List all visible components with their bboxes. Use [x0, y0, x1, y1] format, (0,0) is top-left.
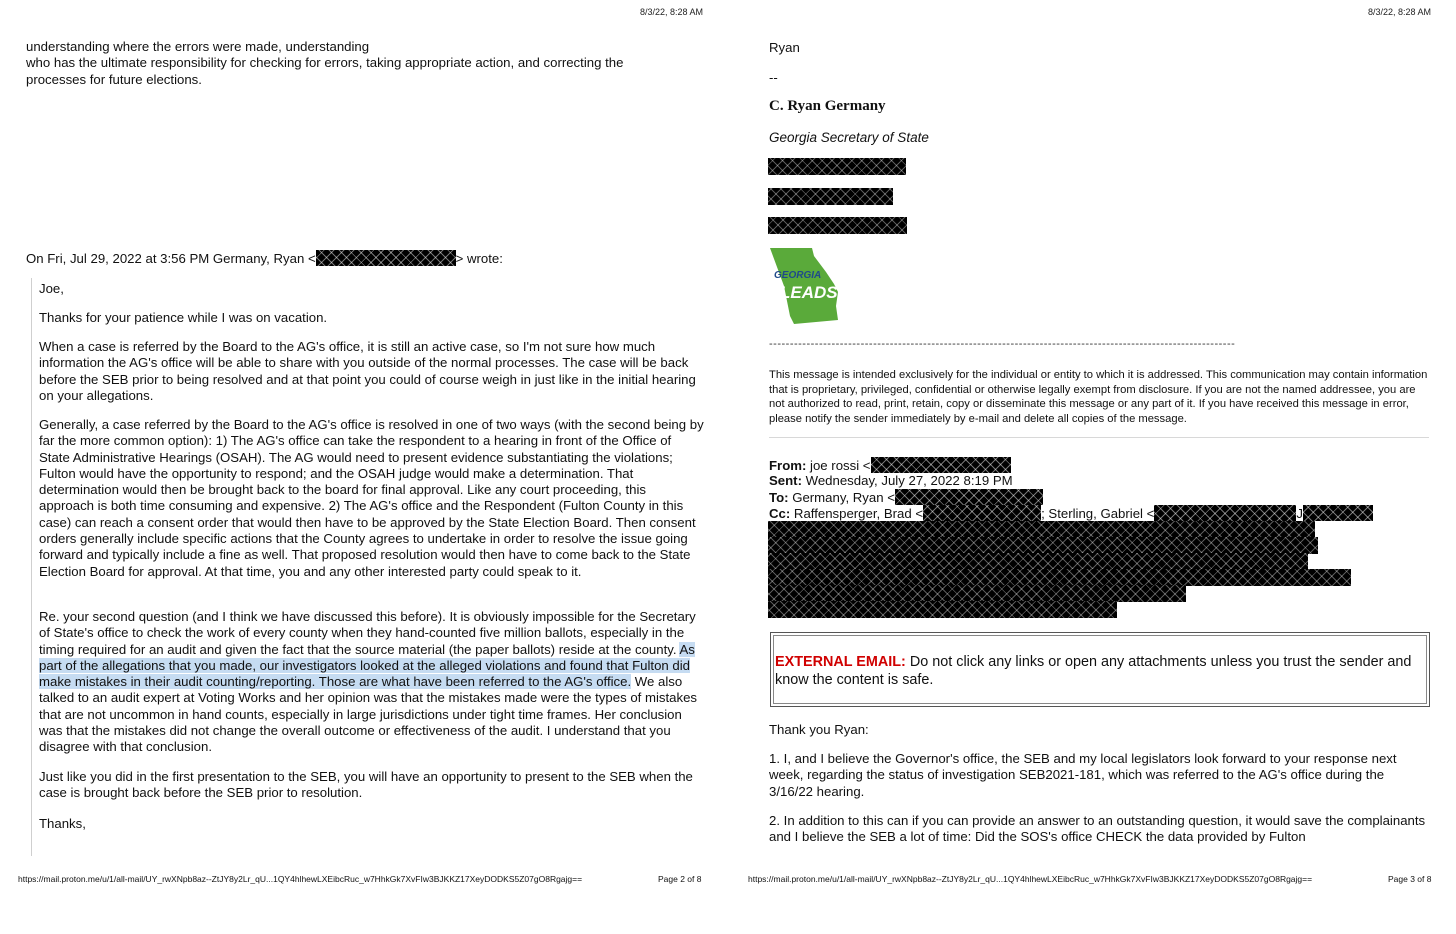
- quote-bar: [31, 278, 32, 856]
- to-label: To:: [769, 490, 789, 505]
- footer-page-number: Page 3 of 8: [1388, 874, 1432, 884]
- footer-url: https://mail.proton.me/u/1/all-mail/UY_rwXNpb8az--ZtJY8y2Lr_qU...1QY4hlhewLXEibcRuc_w7HhkGk7XvFIw3BJKKZ17XeyDODKS5Z07gO8Rgajg==: [748, 874, 1313, 884]
- cc-value-3: J: [1296, 506, 1303, 521]
- highlighted-text: As part of the allegations that you made, our investigators looked at the alleged violations and found that Fulton did make mistakes in their audit counting/reporting. Those are what have been referred to the AG's office.: [39, 641, 695, 690]
- paragraph-2: When a case is referred by the Board to the AG's office, it is still an active case, so I'm not sure how much information the AG's office will be able to share with you outside of the normal processes. The case will be back before the SEB prior to being resolved and at that point you could of course weigh in just like in the initial hearing on your allegations.: [39, 339, 696, 403]
- logo-text-leads: LEADS: [780, 283, 838, 302]
- cc-value-1: Raffensperger, Brad <: [790, 506, 924, 521]
- intro-line-3: processes for future elections.: [26, 71, 202, 87]
- separator: [769, 437, 1429, 438]
- page-3: [728, 0, 1456, 934]
- signature-name: C. Ryan Germany: [769, 98, 886, 114]
- paragraph-5: Just like you did in the first presentation to the SEB, you will have an opportunity to present to the SEB when the case is brought back before the SEB prior to resolution.: [39, 769, 693, 801]
- from-value: joe rossi <: [806, 458, 871, 473]
- attribution-prefix: On Fri, Jul 29, 2022 at 3:56 PM Germany, Ryan <: [26, 251, 316, 266]
- item-2: 2. In addition to this can if you can provide an answer to an outstanding question, it would save the complainants and I believe the SEB a lot of time: Did the SOS's office CHECK the data provided by Fulton: [769, 813, 1426, 845]
- warning-text: [775, 653, 1415, 689]
- confidentiality-disclaimer: This message is intended exclusively for the individual or entity to which it is addressed. This communication may contain information that is proprietary, privileged, confidential or otherwise legally exempt from disclosure. If you are not the named addressee, you are not authorized to read, print, retain, copy or disseminate this message or any part of it. If you have received this message in error, please notify the sender immediately by e-mail and delete all copies of the message.: [769, 369, 1428, 425]
- external-email-warning: [770, 632, 1430, 707]
- from-label: From:: [769, 458, 807, 473]
- redacted-contact-2: [768, 188, 893, 205]
- georgia-leads-logo: [768, 246, 840, 326]
- redacted-contact-3: [768, 217, 907, 234]
- redacted-cc-block-5: [768, 585, 1186, 602]
- from-line: [769, 457, 1011, 474]
- redacted-cc-block-3: [768, 553, 1308, 570]
- paragraph-1: Thanks for your patience while I was on vacation.: [39, 310, 328, 325]
- cc-line: [769, 505, 1373, 522]
- greeting: Joe,: [39, 281, 64, 296]
- intro-text: [26, 39, 706, 88]
- redacted-to-email: [895, 489, 1043, 505]
- footer-url: https://mail.proton.me/u/1/all-mail/UY_rwXNpb8az--ZtJY8y2Lr_qU...1QY4hlhewLXEibcRuc_w7HhkGk7XvFIw3BJKKZ17XeyDODKS5Z07gO8Rgajg==: [18, 874, 583, 884]
- to-line: [769, 489, 1043, 506]
- attribution-suffix: > wrote:: [455, 251, 503, 266]
- cc-label: Cc:: [769, 506, 791, 521]
- paragraph-4: [39, 609, 704, 756]
- redacted-cc-email-1: [923, 505, 1041, 521]
- sent-label: Sent:: [769, 473, 802, 488]
- sent-value: Wednesday, July 27, 2022 8:19 PM: [801, 473, 1013, 488]
- sent-line: [769, 473, 1013, 489]
- redacted-contact-1: [768, 158, 906, 175]
- cc-value-2: ; Sterling, Gabriel <: [1041, 506, 1155, 521]
- redacted-email: [316, 250, 456, 266]
- redacted-cc-email-3: [1303, 505, 1373, 521]
- thanks-line: Thank you Ryan:: [769, 722, 869, 737]
- logo-text-georgia: GEORGIA: [774, 270, 822, 281]
- header-date: 8/3/22, 8:28 AM: [640, 7, 704, 17]
- redacted-cc-block-6: [768, 601, 1117, 618]
- intro-line-2: who has the ultimate responsibility for checking for errors, taking appropriate action, and correcting the: [26, 55, 624, 71]
- redacted-cc-block-4: [768, 569, 1351, 586]
- redacted-cc-block-2: [768, 537, 1318, 554]
- intro-line-1: understanding where the errors were made, understanding: [26, 39, 370, 54]
- header-date: 8/3/22, 8:28 AM: [1368, 7, 1432, 17]
- signature-organization: Georgia Secretary of State: [769, 130, 929, 145]
- paragraph-4-start: Re. your second question (and I think we have discussed this before). It is obviously impossible for the Secretary of State's office to check the work of every county when they hand-counted five million ballots, especially in the timing required for an audit and given the fact that the source material (the paper ballots) reside at the county.: [39, 609, 696, 657]
- warning-label: EXTERNAL EMAIL:: [775, 654, 906, 670]
- signature-dash: --: [769, 70, 778, 85]
- to-value: Germany, Ryan <: [788, 490, 895, 505]
- redacted-cc-block-1: [768, 521, 1315, 538]
- item-1: 1. I, and I believe the Governor's office, the SEB and my local legislators look forward to your response next week, regarding the status of investigation SEB2021-181, which was referred to the AG's office during the 3/16/22 hearing.: [769, 751, 1397, 799]
- disclaimer-rule: ----------------------------------------------------------------------------------------------------------------: [769, 338, 1236, 350]
- signoff: Thanks,: [39, 816, 86, 831]
- paragraph-3: Generally, a case referred by the Board to the AG's office is resolved in one of two ways (with the second being by far the more common option): 1) The AG's office can take the respondent to a hearing in front of the Office of State Administrative Hearings (OSAH). The AG would need to present evidence substantiating the violations; Fulton would have the opportunity to respond; and the OSAH judge would make a determination. That determination would then be brought back to the board for final approval. Like any court proceeding, this approach is both time consuming and expensive. 2) The AG's office and the Respondent (Fulton County in this case) can reach a consent order that would then have to be approved by the State Election Board. Then consent orders generally include specific actions that the County agrees to undertake in order to resolve the issue going forward and typically include a fine as well. That proposed resolution would then have to come back to the State Election Board for approval. At that time, you and any other interested party could speak to it.: [39, 417, 704, 579]
- redacted-from-email: [871, 457, 1011, 473]
- footer-page-number: Page 2 of 8: [658, 874, 702, 884]
- warning-message: Do not click any links or open any attachments unless you trust the sender and know the content is safe.: [775, 654, 1412, 688]
- paragraph-4-end: We also talked to an audit expert at Voting Works and her opinion was that the mistakes made were the types of mistakes that are not uncommon in hand counts, especially in large jurisdictions under tight time frames. Her conclusion was that the mistakes did not change the overall outcome or effectiveness of the audit. I understand that you disagree with that conclusion.: [39, 674, 698, 755]
- reply-attribution: [26, 250, 503, 267]
- redacted-cc-email-2: [1154, 505, 1296, 521]
- signature-first-name: Ryan: [769, 40, 800, 55]
